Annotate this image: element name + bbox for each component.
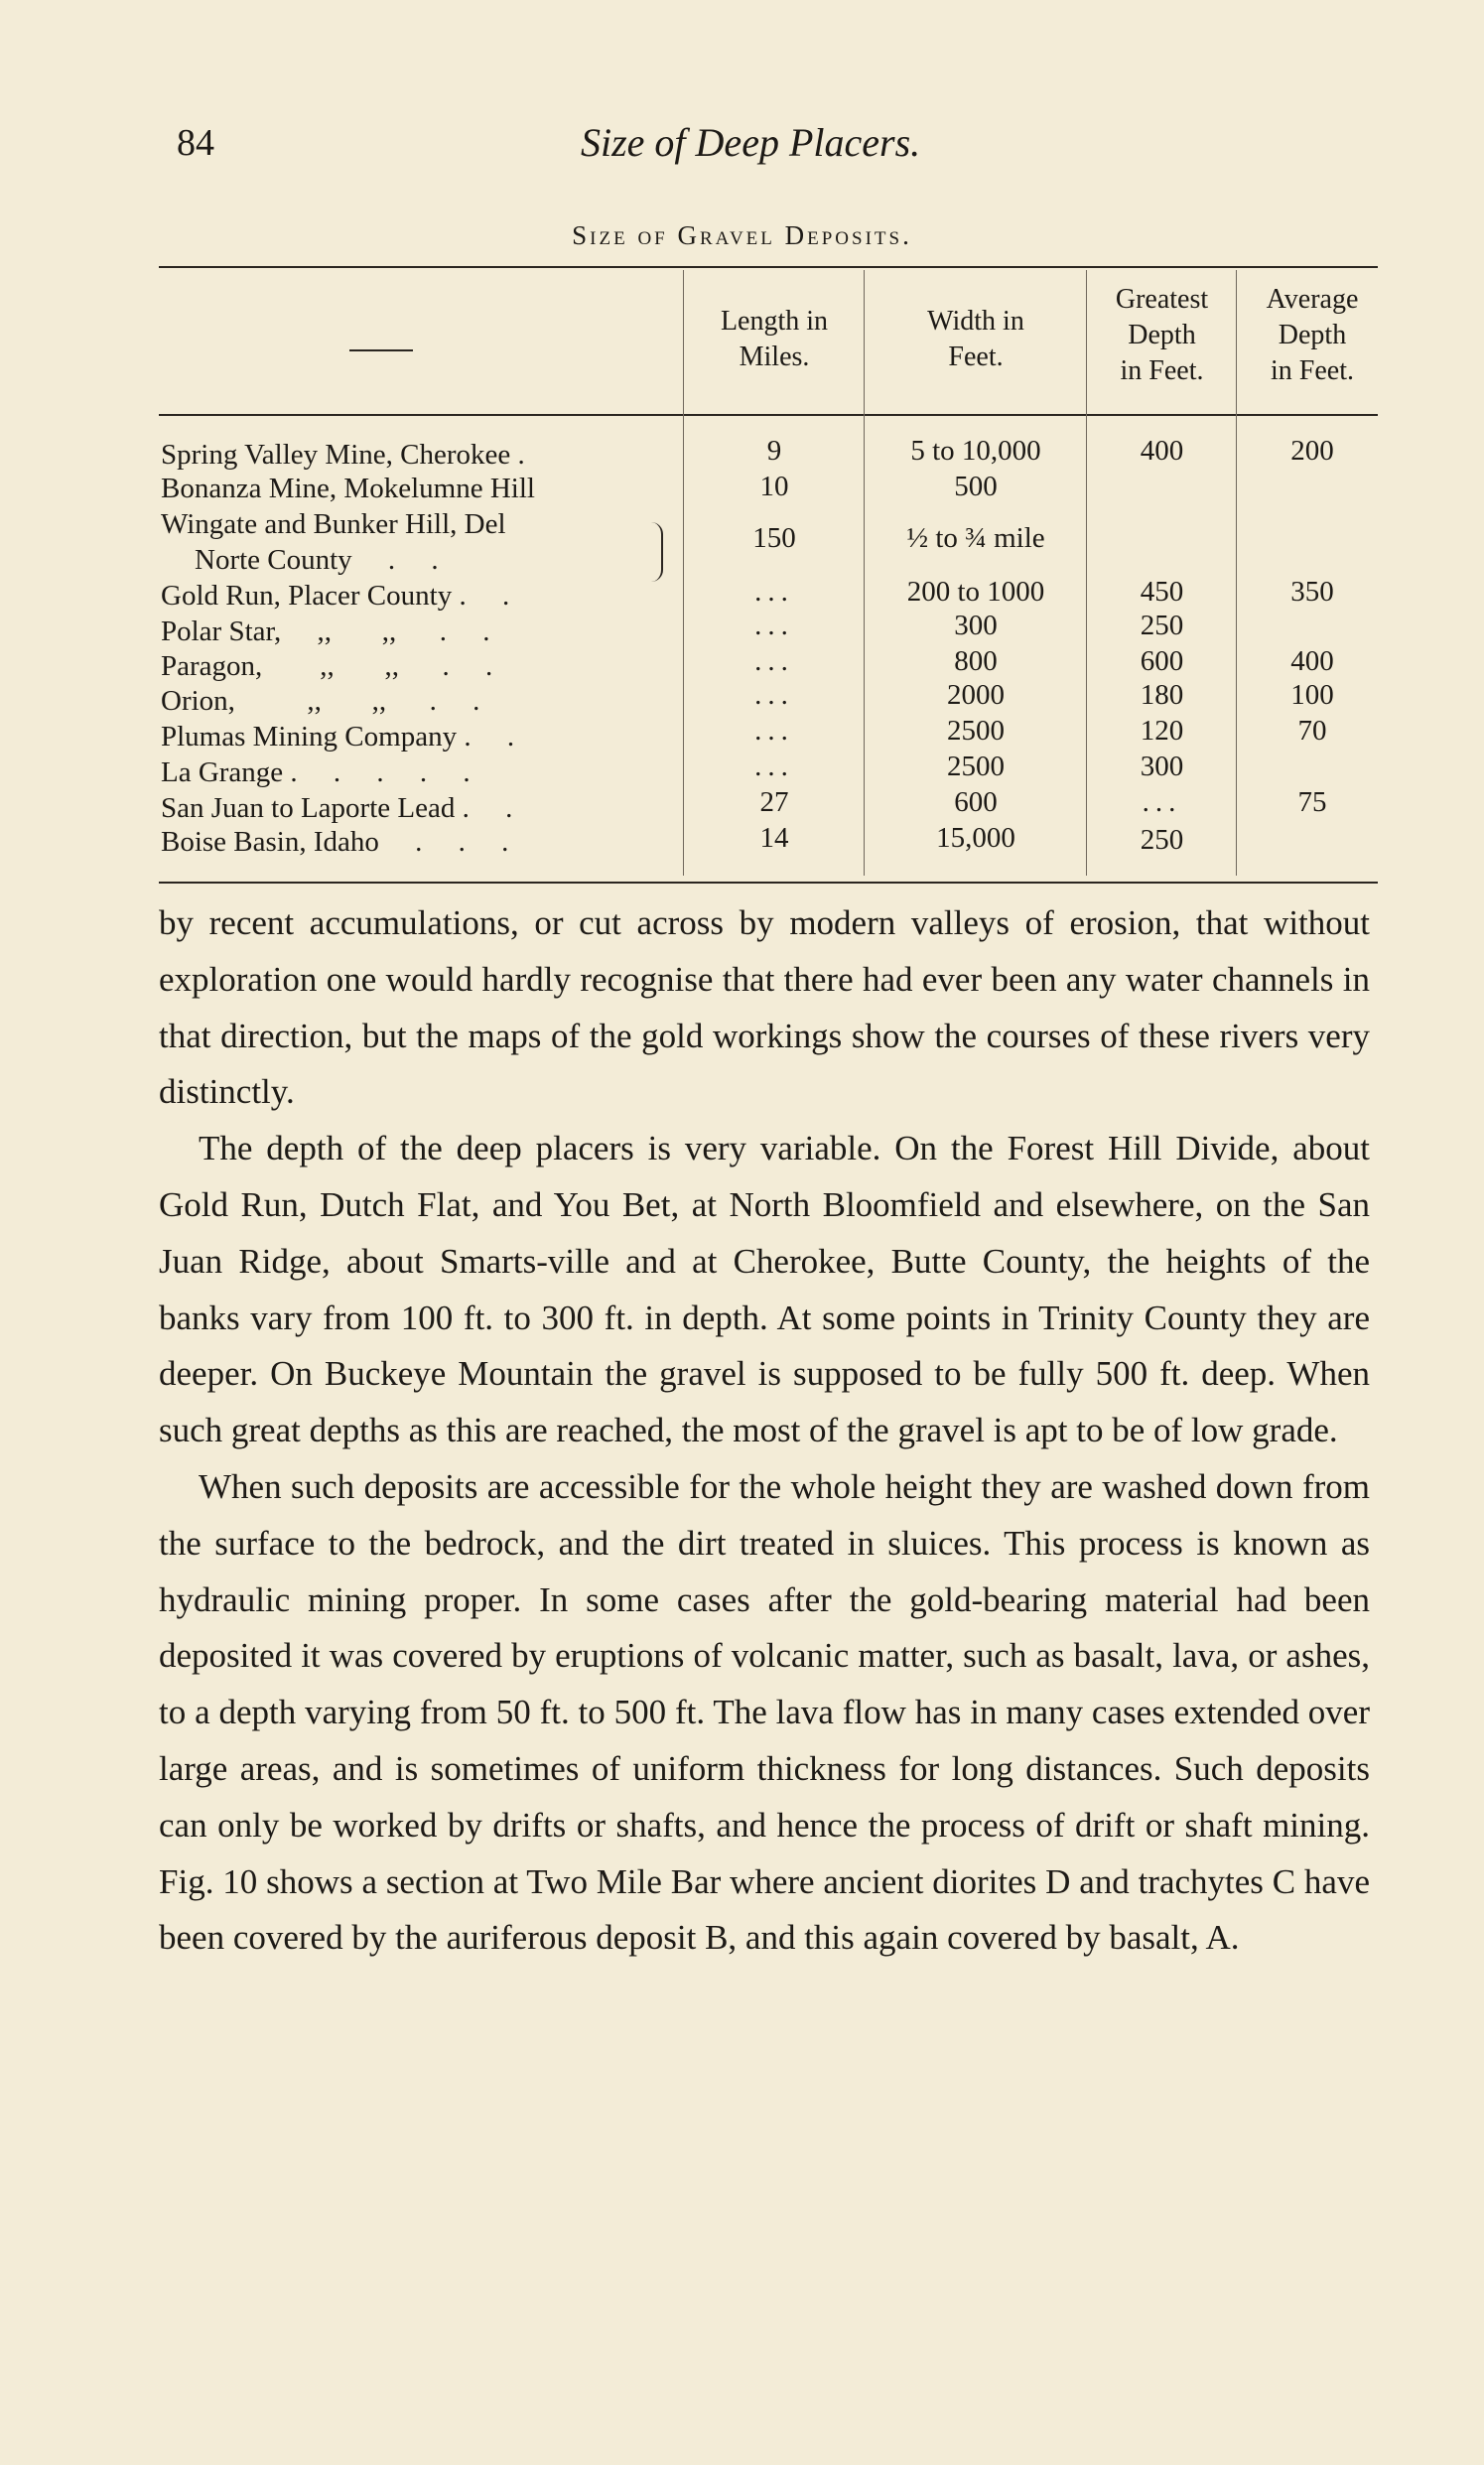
cell-greatest: 250	[1140, 824, 1184, 856]
table-header-rule	[159, 414, 1378, 416]
cell-width: 5 to 10,000	[910, 435, 1041, 467]
cell-width: 2000	[947, 679, 1005, 711]
header-length: Length in Miles.	[720, 306, 829, 372]
cell-greatest: 300	[1140, 751, 1184, 782]
cell-length: ...	[754, 610, 794, 641]
page-number: 84	[177, 122, 214, 164]
table-row-name-continuation: Norte County . .	[195, 544, 439, 576]
cell-average: 100	[1290, 679, 1334, 711]
cell-length: ...	[754, 715, 794, 747]
table-row-name: San Juan to Laporte Lead . .	[161, 792, 513, 824]
table-row-name: Bonanza Mine, Mokelumne Hill	[161, 473, 535, 504]
table-row-name: Orion, ,, ,, . .	[161, 685, 480, 717]
table-row-name: Gold Run, Placer County . .	[161, 580, 510, 612]
header-average-depth: Average Depth in Feet.	[1266, 284, 1359, 386]
header-width: Width in Feet.	[927, 306, 1024, 372]
cell-width: ½ to ¾ mile	[906, 522, 1045, 554]
cell-width: 500	[954, 471, 998, 502]
cell-length: ...	[754, 645, 794, 677]
column-divider	[1236, 270, 1237, 876]
column-divider	[1086, 270, 1087, 876]
row-brace	[651, 522, 663, 582]
cell-width: 800	[954, 645, 998, 677]
table-row-name: Polar Star, ,, ,, . .	[161, 616, 490, 647]
table-top-rule	[159, 266, 1378, 268]
name-column-header-dash	[349, 349, 413, 351]
cell-length: 10	[759, 471, 789, 502]
cell-length: ...	[754, 576, 794, 608]
cell-greatest: ...	[1142, 786, 1182, 818]
cell-greatest: 250	[1140, 610, 1184, 641]
table-row-name: Wingate and Bunker Hill, Del	[161, 508, 506, 540]
cell-length: 14	[759, 822, 789, 854]
cell-average: 70	[1297, 715, 1327, 747]
column-divider	[864, 270, 865, 876]
cell-length: 27	[759, 786, 789, 818]
cell-length: 150	[752, 522, 796, 554]
body-text	[159, 895, 1370, 1967]
column-divider	[683, 270, 684, 876]
paragraph: When such deposits are accessible for the whole height they are washed down from the surface to the bedrock, and the dirt treated in sluices. This process is known as hydraulic mining proper. In some cases after the gold-bearing material had been deposited it was covered by eruptions of volcanic matter, such as basalt, lava, or ashes, to a depth varying from 50 ft. to 500 ft. The lava flow has in many cases extended over large areas, and is sometimes of uniform thickness for long distances. Such deposits can only be worked by drifts or shafts, and hence the process of drift or shaft mining. Fig. 10 shows a section at Two Mile Bar where ancient diorites D and trachytes C have been covered by the auriferous deposit B, and this again covered by basalt, A.	[159, 1466, 1370, 1958]
cell-greatest: 450	[1140, 576, 1184, 608]
paragraph: by recent accumulations, or cut across by modern valleys of erosion, that without exploration one would hardly recognise that there had ever been any water channels in that direction, but the maps of the gold workings show the courses of these rivers very distinctly.	[159, 903, 1370, 1112]
cell-greatest: 400	[1140, 435, 1184, 467]
cell-width: 200 to 1000	[906, 576, 1045, 608]
table-row-name: Spring Valley Mine, Cherokee .	[161, 439, 525, 471]
cell-width: 15,000	[936, 822, 1015, 854]
cell-length: 9	[766, 435, 782, 467]
cell-average: 350	[1290, 576, 1334, 608]
running-title: Size of Deep Placers.	[581, 120, 921, 165]
cell-width: 600	[954, 786, 998, 818]
cell-greatest: 600	[1140, 645, 1184, 677]
cell-length: ...	[754, 751, 794, 782]
cell-greatest: 120	[1140, 715, 1184, 747]
table-row-name: Plumas Mining Company . .	[161, 721, 515, 753]
table-row-name: Boise Basin, Idaho . . .	[161, 826, 509, 858]
table-row-name: La Grange . . . . .	[161, 756, 471, 788]
header-greatest-depth: Greatest Depth in Feet.	[1115, 284, 1209, 386]
table-title: Size of Gravel Deposits.	[572, 220, 912, 250]
table-bottom-rule	[159, 882, 1378, 884]
cell-average: 400	[1290, 645, 1334, 677]
cell-average: 75	[1297, 786, 1327, 818]
cell-length: ...	[754, 679, 794, 711]
cell-width: 2500	[947, 751, 1005, 782]
cell-greatest: 180	[1140, 679, 1184, 711]
cell-average: 200	[1290, 435, 1334, 467]
paragraph: The depth of the deep placers is very variable. On the Forest Hill Divide, about Gold Run, Dutch Flat, and You Bet, at North Bloomfield and elsewhere, on the San Juan Ridge, about Smarts-ville and at Cherokee, Butte County, the heights of the banks vary from 100 ft. to 300 ft. in depth. At some points in Trinity County they are deeper. On Buckeye Mountain the gravel is supposed to be fully 500 ft. deep. When such great depths as this are reached, the most of the gravel is apt to be of low grade.	[159, 1129, 1370, 1450]
table-row-name: Paragon, ,, ,, . .	[161, 650, 493, 682]
cell-width: 2500	[947, 715, 1005, 747]
cell-width: 300	[954, 610, 998, 641]
